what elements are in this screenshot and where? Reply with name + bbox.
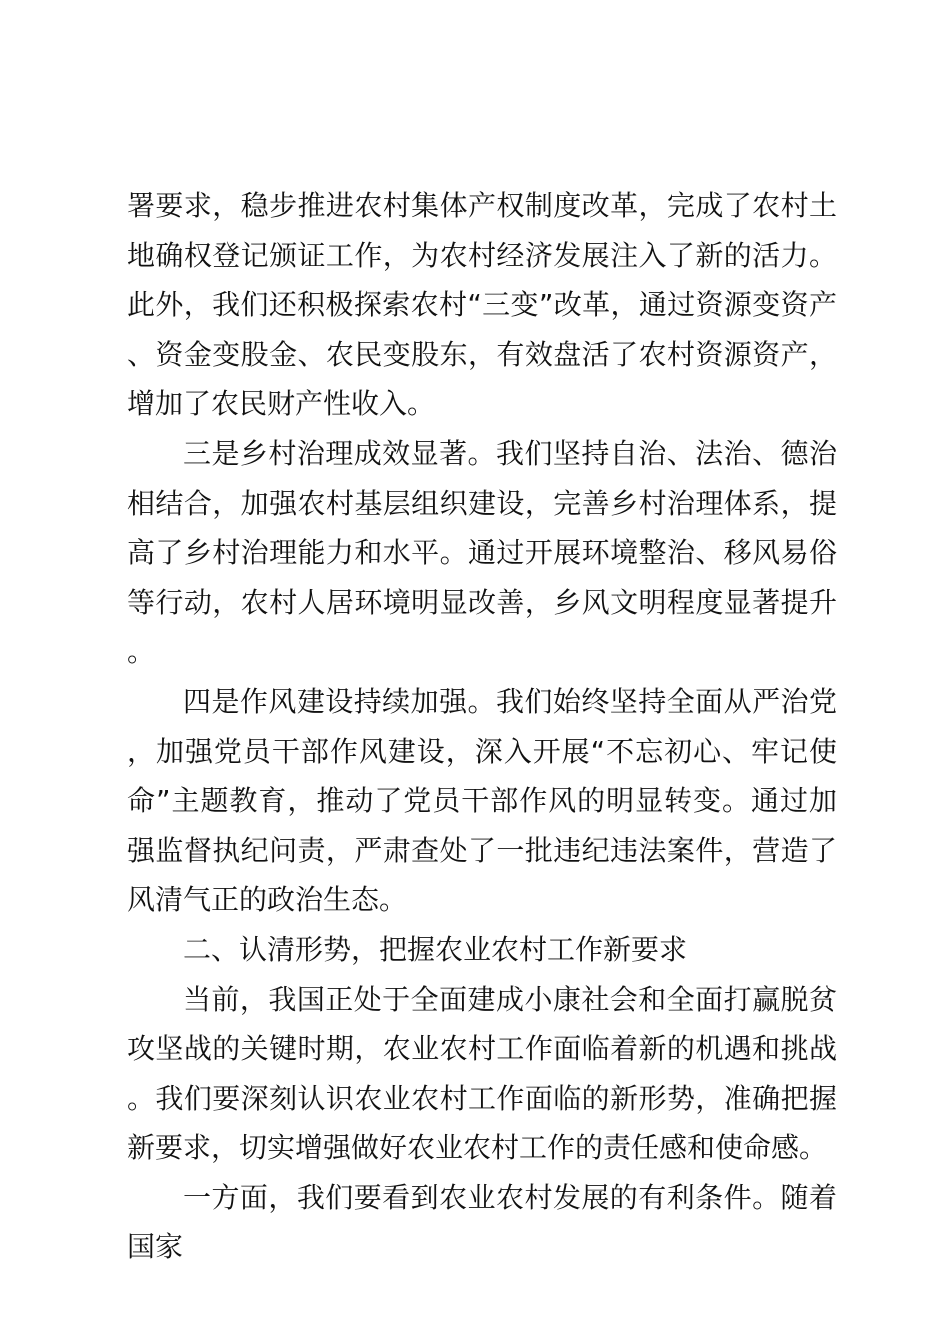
paragraph-current-situation: 当前，我国正处于全面建成小康社会和全面打赢脱贫攻坚战的关键时期，农业农村工作面临着新的机遇和挑战。我们要深刻认识农业农村工作面临的新形势，准确把握新要求，切实增强做好农业农村工作的责任感和使命感。 xyxy=(127,982,837,1165)
paragraph-favorable-conditions: 一方面，我们要看到农业农村发展的有利条件。随着国家 xyxy=(127,1180,837,1264)
section-heading: 二、认清形势，把握农业农村工作新要求 xyxy=(183,932,688,966)
paragraph-continuation: 署要求，稳步推进农村集体产权制度改革，完成了农村土地确权登记颁证工作，为农村经济发展注入了新的活力。此外，我们还积极探索农村“三变”改革，通过资源变资产、资金变股金、农民变股东，有效盘活了农村资源资产，增加了农民财产性收入。 xyxy=(127,189,837,421)
paragraph-work-style: 四是作风建设持续加强。我们始终坚持全面从严治党，加强党员干部作风建设，深入开展“不忘初心、牢记使命”主题教育，推动了党员干部作风的明显转变。通过加强监督执纪问责，严肃查处了一批违纪违法案件，营造了风清气正的政治生态。 xyxy=(127,684,837,917)
paragraph-rural-governance: 三是乡村治理成效显著。我们坚持自治、法治、德治相结合，加强农村基层组织建设，完善乡村治理体系，提高了乡村治理能力和水平。通过开展环境整治、移风易俗等行动，农村人居环境明显改善，乡风文明程度显著提升。 xyxy=(127,436,837,669)
document-body xyxy=(127,181,837,1272)
